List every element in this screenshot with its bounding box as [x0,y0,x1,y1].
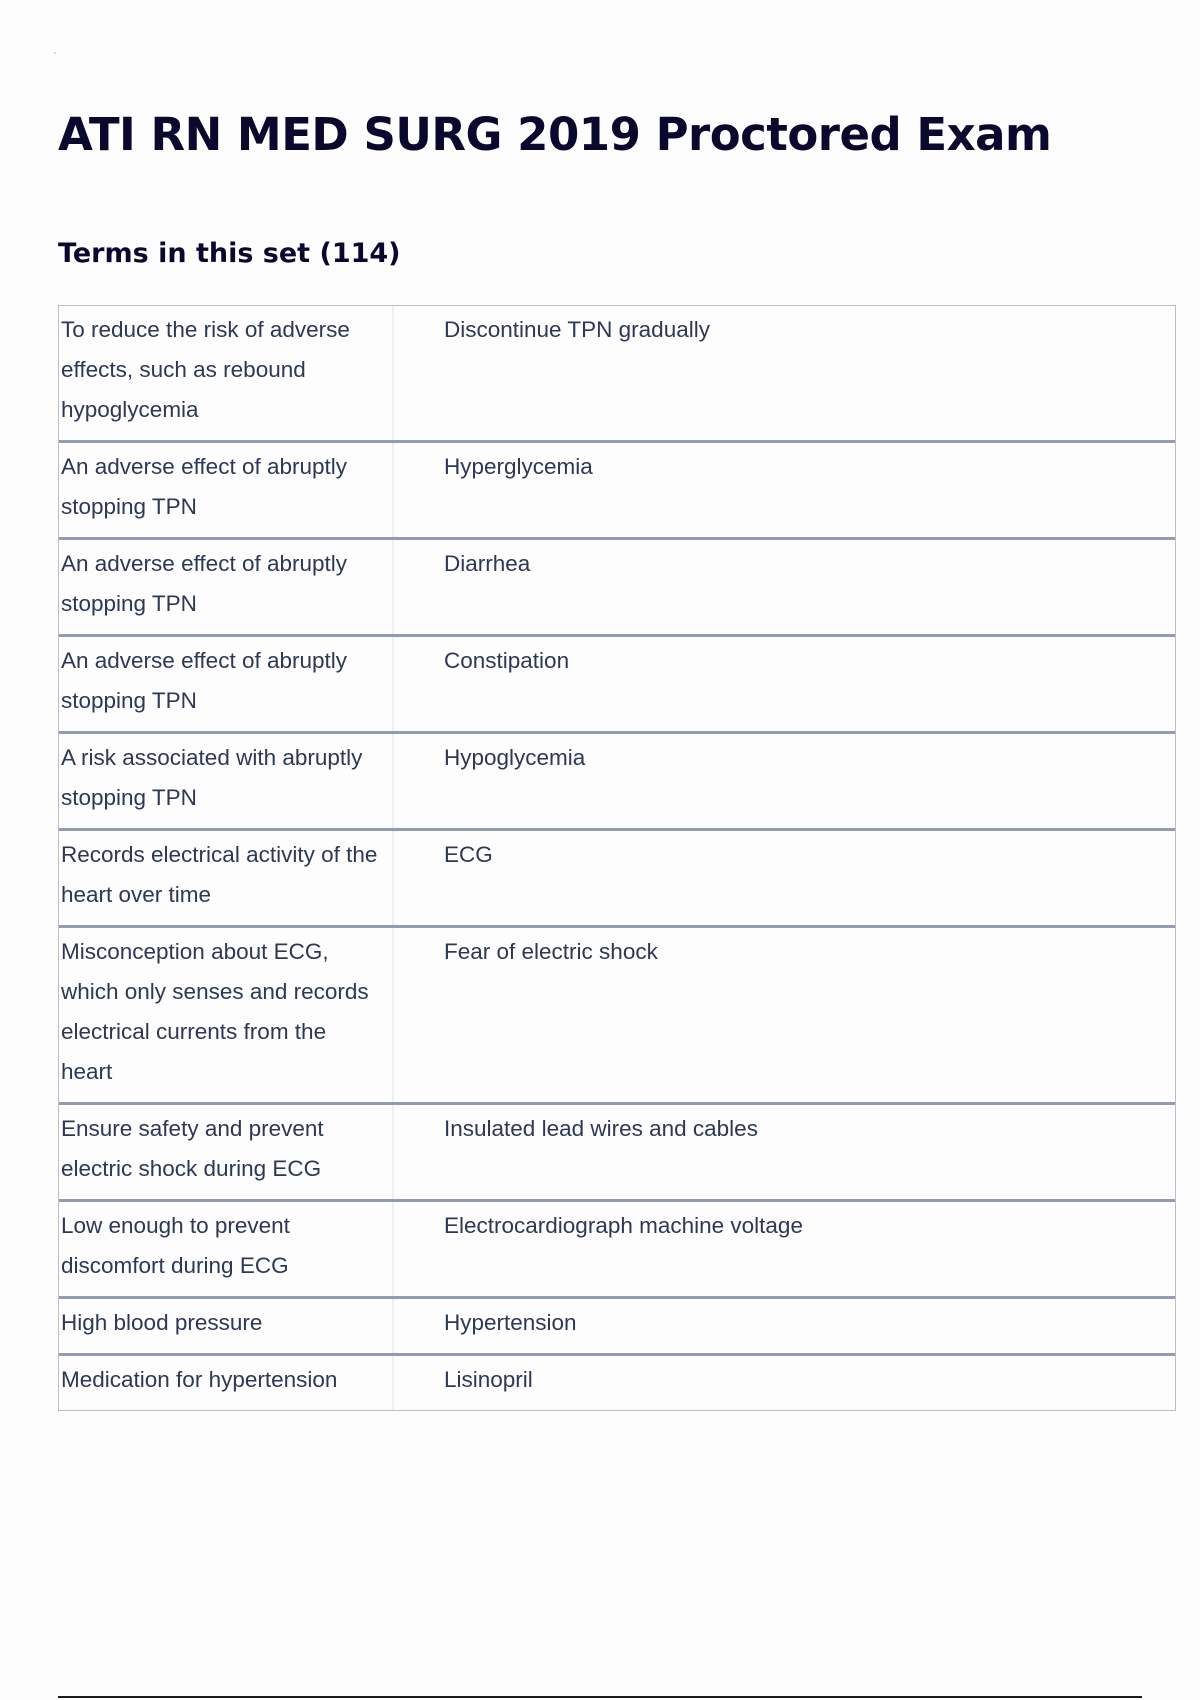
definition-cell: Fear of electric shock [444,939,658,964]
definition-cell: Constipation [444,648,570,673]
table-row [59,1105,1175,1202]
table-row [59,1299,1175,1356]
definition-cell: Hypoglycemia [444,745,586,770]
definition-cell: Hyperglycemia [444,454,593,479]
definition-cell: Insulated lead wires and cables [444,1116,758,1141]
terms-count-heading: Terms in this set (114) [58,238,401,269]
term-cell: Medication for hypertension [59,1356,394,1410]
definition-cell: Electrocardiograph machine voltage [444,1213,803,1238]
table-row [59,734,1175,831]
term-cell: To reduce the risk of adverse effects, such as rebound hypoglycemia [59,306,394,440]
definition-cell: Lisinopril [444,1367,533,1392]
definition-cell: ECG [444,842,493,867]
term-cell: An adverse effect of abruptly stopping TPN [59,540,394,634]
terms-table [58,305,1176,1411]
page-title: ATI RN MED SURG 2019 Proctored Exam [58,108,1052,161]
definition-cell: Discontinue TPN gradually [444,317,710,342]
term-cell: Low enough to prevent discomfort during ECG [59,1202,394,1296]
table-row [59,540,1175,637]
table-row [59,1356,1175,1410]
term-cell: An adverse effect of abruptly stopping TPN [59,443,394,537]
definition-cell: Diarrhea [444,551,531,576]
table-row [59,306,1175,443]
table-row [59,1202,1175,1299]
term-cell: Misconception about ECG, which only senses and records electrical currents from the heart [59,928,394,1102]
page-mark [54,52,56,54]
table-row [59,443,1175,540]
term-cell: High blood pressure [59,1299,394,1353]
table-row [59,831,1175,928]
term-cell: Ensure safety and prevent electric shock during ECG [59,1105,394,1199]
table-row [59,928,1175,1105]
term-cell: A risk associated with abruptly stopping TPN [59,734,394,828]
term-cell: An adverse effect of abruptly stopping TPN [59,637,394,731]
footer-divider [58,1696,1142,1698]
table-row [59,637,1175,734]
definition-cell: Hypertension [444,1310,577,1335]
term-cell: Records electrical activity of the heart over time [59,831,394,925]
